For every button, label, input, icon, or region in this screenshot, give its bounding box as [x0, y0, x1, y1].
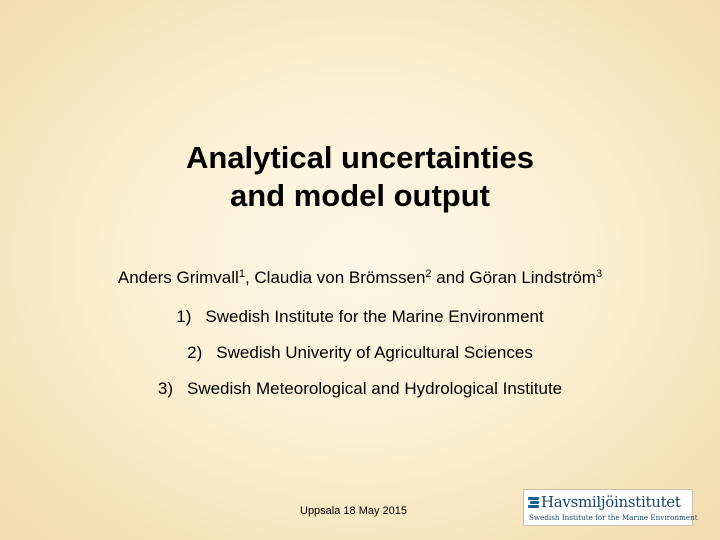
- affiliation-1: [0, 306, 720, 328]
- affiliation-text: Swedish Univerity of Agricultural Sciences: [216, 343, 533, 362]
- havsmiljoinstitutet-logo: [523, 489, 698, 526]
- footer-location-date: Uppsala 18 May 2015: [300, 505, 408, 517]
- title-line-2: and model output: [229, 178, 491, 213]
- author-2-name: Claudia von Brömssen: [254, 268, 426, 287]
- logo-subtitle: Swedish Institute for the Marine Environment: [529, 513, 698, 522]
- affiliation-text: Swedish Meteorological and Hydrological Institute: [186, 379, 563, 398]
- affiliation-text: Swedish Institute for the Marine Environment: [205, 307, 544, 326]
- author-1-name: Anders Grimvall: [117, 268, 239, 287]
- affiliation-number: 3): [157, 379, 173, 398]
- title-line-1: Analytical uncertainties: [185, 140, 534, 175]
- affiliation-2: [0, 342, 720, 364]
- author-separator: and: [431, 268, 470, 287]
- logo-main: [528, 492, 681, 512]
- author-3-affiliation: 3: [595, 268, 603, 280]
- affiliation-number: 1): [176, 307, 192, 326]
- logo-name: Havsmiljöinstitutet: [541, 493, 681, 511]
- author-list: [0, 267, 720, 289]
- affiliation-3: [0, 378, 720, 400]
- slide-title: [0, 139, 720, 215]
- author-2-affiliation: 2: [425, 268, 432, 280]
- affiliation-number: 2): [187, 343, 203, 362]
- author-3-name: Göran Lindström: [469, 268, 596, 287]
- wave-logo-icon: [528, 495, 539, 509]
- author-separator: ,: [244, 268, 255, 287]
- author-1-affiliation: 1: [238, 268, 245, 280]
